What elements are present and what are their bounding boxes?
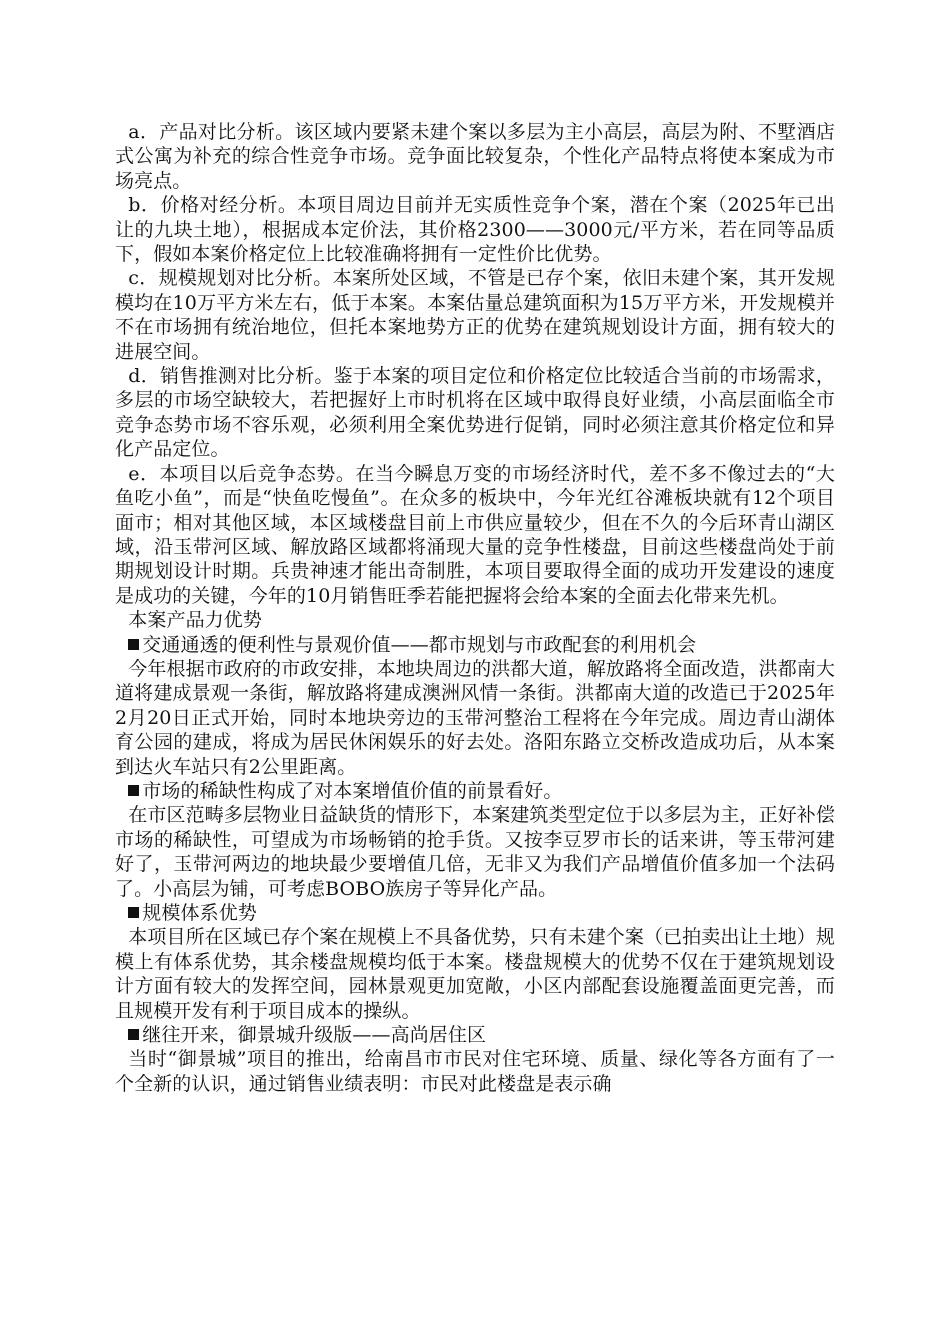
square-bullet-icon [128,907,139,918]
paragraph-upgrade: 当时“御景城”项目的推出，给南昌市市民对住宅环境、质量、绿化等各方面有了一个全新的认识，通过销售业绩表明：市民对此楼盘是表示确 [115,1048,835,1095]
paragraph-scarcity: 在市区范畴多层物业日益缺货的情形下，本案建筑类型定位于以多层为主，正好补偿市场的稀缺性，可望成为市场畅销的抢手货。又按李豆罗市长的话来讲，等玉带河建好了，玉带河两边的地块最少要增值几倍，无非又为我们产品增值价值多加一个法码了。小高层为铺，可考虑BOBO族房子等异化产品。 [115,804,835,900]
paragraph-price-comparison: b．价格对经分析。本项目周边目前并无实质性竞争个案，潜在个案（2025年已出让的九块土地），根据成本定价法，其价格2300——3000元/平方米，若在同等品质下，假如本案价格定位上比较准确将拥有一定性价比优势。 [115,194,835,266]
document-page [115,120,835,1096]
paragraph-scale-comparison: c．规模规划对比分析。本案所处区域，不管是已存个案，依旧未建个案，其开发规模均在10万平方米左右，低于本案。本案估量总建筑面积为15万平方米，开发规模并不在市场拥有统治地位，但托本案地势方正的优势在建筑规划设计方面，拥有较大的进展空间。 [115,267,835,363]
paragraph-scale: 本项目所在区域已存个案在规模上不具备优势，只有未建个案（已拍卖出让土地）规模上有体系优势，其余楼盘规模均低于本案。楼盘规模大的优势不仅在于建筑规划设计方面有较大的发挥空间，园林景观更加宽敞，小区内部配套设施覆盖面更完善，而且规模开发有利于项目成本的操纵。 [115,926,835,1022]
paragraph-product-comparison: a．产品对比分析。该区域内要紧未建个案以多层为主小高层，高层为附、不墅酒店式公寓为补充的综合性竞争市场。竞争面比较复杂，个性化产品特点将使本案成为市场亮点。 [115,121,835,192]
square-bullet-icon [128,785,139,796]
bullet-heading-upgrade [115,1023,835,1047]
bullet-heading-text: 交通通透的便利性与景观价值——都市规划与市政配套的利用机会 [142,633,697,656]
paragraph-traffic: 今年根据市政府的市政安排，本地块周边的洪都大道，解放路将全面改造，洪都南大道将建成景观一条街，解放路将建成澳洲风情一条街。洪都南大道的改造已于2025年2月20日正式开始，同时本地块旁边的玉带河整治工程将在今年完成。周边青山湖体育公园的建成，将成为居民休闲娱乐的好去处。洛阳东路立交桥改造成功后，从本案到达火车站只有2公里距离。 [115,657,835,778]
bullet-heading-text: 规模体系优势 [142,902,257,924]
bullet-heading-text: 继往开来，御景城升级版——高尚居住区 [142,1024,487,1047]
bullet-heading-text: 市场的稀缺性构成了对本案增值价值的前景看好。 [142,779,563,802]
bullet-heading-traffic [115,633,835,657]
section-title: 本案产品力优势 [128,609,262,632]
bullet-heading-scale [115,901,835,925]
bullet-heading-scarcity [115,779,835,803]
square-bullet-icon [128,1029,139,1040]
paragraph-future-competition: e．本项目以后竞争态势。在当今瞬息万变的市场经济时代，差不多不像过去的“大鱼吃小鱼”，而是“快鱼吃慢鱼”。在众多的板块中，今年光红谷滩板块就有12个项目面市；相对其他区域，本区域楼盘目前上市供应量较少，但在不久的今后环青山湖区域，沿玉带河区域、解放路区域都将涌现大量的竞争性楼盘，目前这些楼盘尚处于前期规划设计时期。兵贵神速才能出奇制胜，本项目要取得全面的成功开发建设的速度是成功的关键，今年的10月销售旺季若能把握将会给本案的全面去化带来先机。 [115,462,835,607]
square-bullet-icon [128,639,139,650]
paragraph-sales-forecast: d．销售推测对比分析。鉴于本案的项目定位和价格定位比较适合当前的市场需求，多层的市场空缺较大，若把握好上市时机将在区域中取得良好业绩，小高层面临全市竞争态势市场不容乐观，必须利用全案优势进行促销，同时必须注意其价格定位和异化产品定位。 [115,365,835,461]
